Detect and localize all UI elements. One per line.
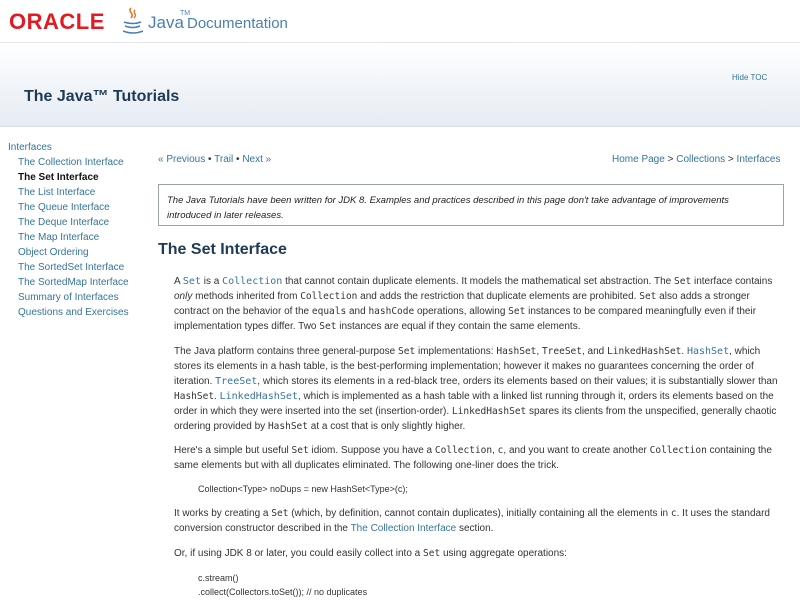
sidebar-item-map-interface[interactable]: The Map Interface <box>18 232 100 243</box>
sidebar-item-summary-of-interfaces[interactable]: Summary of Interfaces <box>18 292 119 303</box>
linkedhashset-api-link[interactable]: LinkedHashSet <box>219 391 298 402</box>
java-trademark: TM <box>180 10 191 17</box>
nav-bullet: • <box>236 154 240 165</box>
jdk8-notice-box: The Java Tutorials have been written for JDK 8. Examples and practices described in this page don't take advantage of improvements introduced in later releases. <box>158 184 784 226</box>
sidebar-item-deque-interface[interactable]: The Deque Interface <box>18 217 110 228</box>
page-navigation <box>158 154 271 165</box>
sidebar-item-questions-and-exercises[interactable]: Questions and Exercises <box>18 307 129 318</box>
page-banner <box>0 43 800 127</box>
breadcrumb-interfaces[interactable]: Interfaces <box>736 154 781 165</box>
documentation-link[interactable]: Documentation <box>187 15 288 32</box>
java-logo-text: Java <box>148 13 184 32</box>
sidebar-item-set-interface-current: The Set Interface <box>18 172 99 183</box>
oracle-logo[interactable]: ORACLE <box>9 9 105 34</box>
treeset-api-link[interactable]: TreeSet <box>215 376 258 387</box>
hide-toc-link[interactable]: Hide TOC <box>732 73 768 82</box>
sidebar-item-interfaces[interactable]: Interfaces <box>8 142 52 153</box>
section-title: The Set Interface <box>158 241 287 258</box>
breadcrumb-collections[interactable]: Collections <box>676 154 726 165</box>
paragraph-how-it-works: It works by creating a Set (which, by definition, cannot contain duplicates), initially containing all the elements in c. It uses the standard conversion constructor described in the The Collection Interface section. <box>174 508 770 534</box>
paragraph-set-idiom: Here's a simple but useful Set idiom. Suppose you have a Collection, c, and you want to create another Collection containing the same elements but with all duplicates eliminated. The following one-liner does the trick. <box>174 445 772 471</box>
sidebar-item-collection-interface[interactable]: The Collection Interface <box>18 157 124 168</box>
paragraph-set-implementations: The Java platform contains three general-purpose Set implementations: HashSet, TreeSet, and LinkedHashSet. HashSet, which stores its elements in a hash table, is the best-performing implementation; however it makes no guarantees concerning the order of iteration. TreeSet, which stores its elements in a red-black tree, orders its elements based on their values; it is substantially slower than HashSet. LinkedHashSet, which is implemented as a hash table with a linked list running through it, orders its elements based on the order in which they were inserted into the set (insertion-order). LinkedHashSet spares its clients from the unspecified, generally chaotic ordering provided by HashSet at a cost that is only slightly higher. <box>174 346 778 432</box>
page-title: The Java™ Tutorials <box>24 88 180 105</box>
sidebar-item-object-ordering[interactable]: Object Ordering <box>18 247 89 258</box>
code-sample-stream-line1: c.stream() <box>198 573 239 583</box>
sidebar-item-list-interface[interactable]: The List Interface <box>18 187 96 198</box>
hashset-api-link[interactable]: HashSet <box>686 346 730 357</box>
java-cup-icon <box>121 6 145 36</box>
set-api-link[interactable]: Set <box>182 276 201 287</box>
trail-link[interactable]: Trail <box>214 154 234 165</box>
collection-interface-link[interactable]: The Collection Interface <box>350 523 457 534</box>
nav-bullet: • <box>208 154 212 165</box>
collection-api-link[interactable]: Collection <box>222 276 283 287</box>
breadcrumb-separator: > <box>667 154 674 165</box>
next-link[interactable]: Next » <box>242 154 272 165</box>
sidebar-item-sortedmap-interface[interactable]: The SortedMap Interface <box>18 277 129 288</box>
breadcrumb-separator: > <box>727 154 734 165</box>
sidebar-item-queue-interface[interactable]: The Queue Interface <box>18 202 110 213</box>
sidebar-item-sortedset-interface[interactable]: The SortedSet Interface <box>18 262 125 273</box>
top-branding-bar <box>0 0 800 43</box>
breadcrumb <box>612 154 780 165</box>
code-sample-nodups: Collection<Type> noDups = new HashSet<Type>(c); <box>198 484 408 494</box>
previous-link[interactable]: « Previous <box>158 154 206 165</box>
breadcrumb-home-page[interactable]: Home Page <box>612 154 665 165</box>
paragraph-aggregate-operations: Or, if using JDK 8 or later, you could easily collect into a Set using aggregate operations: <box>174 548 567 559</box>
code-sample-stream-line2: .collect(Collectors.toSet()); // no duplicates <box>198 587 368 597</box>
paragraph-set-definition: A Set is a Collection that cannot contain duplicate elements. It models the mathematical set abstraction. The Set interface contains only methods inherited from Collection and adds the restriction that duplicate elements are prohibited. Set also adds a stronger contract on the behavior of the equals and hashCode operations, allowing Set instances to be compared meaningfully even if their implementation types differ. Two Set instances are equal if they contain the same elements. <box>174 276 773 332</box>
